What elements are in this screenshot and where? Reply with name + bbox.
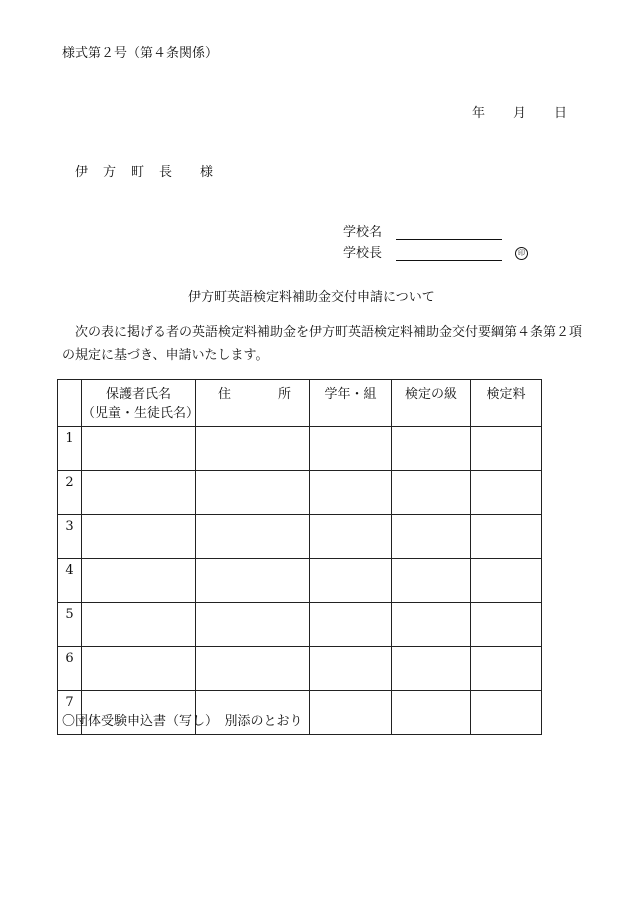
attachment-note: 〇団体受験申込書（写し） 別添のとおり xyxy=(62,714,303,729)
grade-cell[interactable] xyxy=(310,427,392,471)
fee-cell[interactable] xyxy=(471,691,542,735)
principal-row xyxy=(343,242,528,261)
address-cell[interactable] xyxy=(196,559,310,603)
row-number: 4 xyxy=(58,559,82,603)
guardian-name-cell[interactable] xyxy=(82,559,196,603)
fee-cell[interactable] xyxy=(471,427,542,471)
header-guardian-line2: （児童・生徒氏名） xyxy=(82,406,200,421)
level-cell[interactable] xyxy=(392,559,471,603)
level-cell[interactable] xyxy=(392,427,471,471)
grade-cell[interactable] xyxy=(310,471,392,515)
school-name-field[interactable] xyxy=(396,225,502,240)
date-day-label: 日 xyxy=(554,106,568,121)
fee-cell[interactable] xyxy=(471,559,542,603)
header-address-a: 住 xyxy=(218,387,232,402)
level-cell[interactable] xyxy=(392,691,471,735)
row-number: 5 xyxy=(58,603,82,647)
fee-cell[interactable] xyxy=(471,471,542,515)
grade-cell[interactable] xyxy=(310,647,392,691)
address-cell[interactable] xyxy=(196,427,310,471)
grade-cell[interactable] xyxy=(310,603,392,647)
date-year-label: 年 xyxy=(472,106,486,121)
row-number: 6 xyxy=(58,647,82,691)
row-number: 3 xyxy=(58,515,82,559)
fee-cell[interactable] xyxy=(471,603,542,647)
address-cell[interactable] xyxy=(196,603,310,647)
table-row xyxy=(58,515,542,559)
addressee-char: 町 xyxy=(131,165,145,180)
body-text: 次の表に掲げる者の英語検定料補助金を伊方町英語検定料補助金交付要綱第４条第２項の規定に基づき、申請いたします。 xyxy=(62,325,583,363)
header-address-b: 所 xyxy=(277,387,291,402)
header-number xyxy=(58,380,82,427)
level-cell[interactable] xyxy=(392,515,471,559)
row-number: 1 xyxy=(58,427,82,471)
guardian-name-cell[interactable] xyxy=(82,515,196,559)
table-row xyxy=(58,647,542,691)
fee-cell[interactable] xyxy=(471,647,542,691)
form-number: 様式第２号（第４条関係） xyxy=(62,46,219,61)
addressee xyxy=(75,161,213,180)
principal-name-field[interactable] xyxy=(396,246,502,261)
level-cell[interactable] xyxy=(392,603,471,647)
header-level: 検定の級 xyxy=(392,380,471,427)
header-fee: 検定料 xyxy=(471,380,542,427)
header-guardian-name xyxy=(82,380,200,427)
date-line xyxy=(472,102,567,121)
header-guardian-line1: 保護者氏名 xyxy=(105,387,171,402)
seal-icon: 印 xyxy=(515,247,528,260)
body-paragraph xyxy=(62,321,582,367)
school-name-row xyxy=(343,221,502,240)
table-row xyxy=(58,559,542,603)
table-row xyxy=(58,471,542,515)
table-row xyxy=(58,427,542,471)
address-cell[interactable] xyxy=(196,647,310,691)
table-row xyxy=(58,603,542,647)
level-cell[interactable] xyxy=(392,471,471,515)
table-header-row xyxy=(58,380,542,427)
address-cell[interactable] xyxy=(196,471,310,515)
row-number: 7 xyxy=(58,691,82,735)
level-cell[interactable] xyxy=(392,647,471,691)
row-number: 2 xyxy=(58,471,82,515)
grade-cell[interactable] xyxy=(310,515,392,559)
addressee-honorific: 様 xyxy=(200,165,214,180)
fee-cell[interactable] xyxy=(471,515,542,559)
header-grade: 学年・組 xyxy=(310,380,392,427)
guardian-name-cell[interactable] xyxy=(82,471,196,515)
document-title: 伊方町英語検定料補助金交付申請について xyxy=(188,290,435,305)
guardian-name-cell[interactable] xyxy=(82,427,196,471)
school-name-label: 学校名 xyxy=(343,225,383,240)
addressee-char: 方 xyxy=(103,165,117,180)
date-month-label: 月 xyxy=(513,106,527,121)
principal-label: 学校長 xyxy=(343,246,383,261)
header-address xyxy=(196,380,310,427)
guardian-name-cell[interactable] xyxy=(82,603,196,647)
addressee-char: 伊 xyxy=(75,165,89,180)
address-cell[interactable] xyxy=(196,515,310,559)
guardian-name-cell[interactable] xyxy=(82,647,196,691)
grade-cell[interactable] xyxy=(310,559,392,603)
grade-cell[interactable] xyxy=(310,691,392,735)
application-table xyxy=(57,379,542,735)
addressee-char: 長 xyxy=(159,165,173,180)
